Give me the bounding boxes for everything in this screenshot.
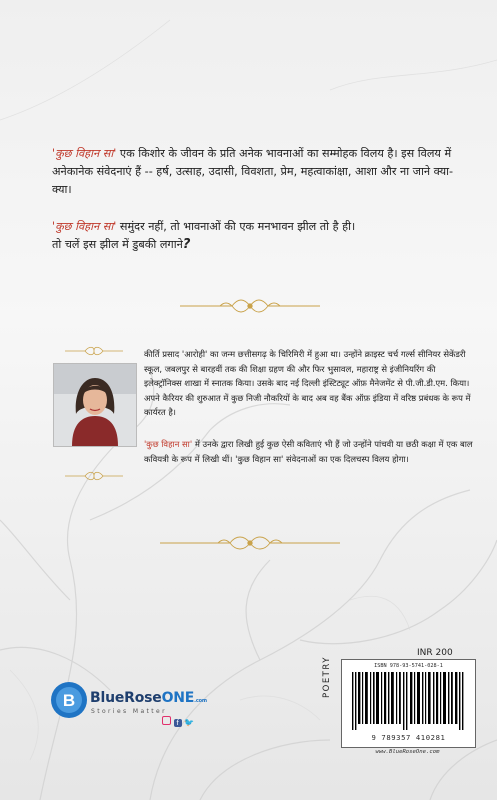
isbn-digits: 9 789357 410281: [371, 733, 446, 742]
publisher-tagline: Stories Matter: [91, 708, 168, 715]
social-icons: [162, 716, 194, 727]
publisher-name-main: BlueRose: [90, 690, 162, 706]
blurb-text: एक किशोर के जीवन के प्रति अनेक भावनाओं का सम्मोहक विलय है। इस विलय में अनेकानेक संवेदनाएं हैं -- हर्ष, उत्साह, उदासी, विवशता, प्रेम, महत्वाकांक्षा, आशा और ना जाने क्या-क्या।: [52, 147, 454, 196]
isbn-barcode: [341, 659, 476, 748]
blurb-paragraph-2: [52, 218, 472, 254]
book-title-inline: 'कुछ विहान सा': [144, 439, 193, 449]
isbn-text: ISBN 978-93-5741-028-1: [374, 663, 443, 669]
instagram-icon[interactable]: [162, 716, 171, 725]
blurb-text: समुंदर नहीं, तो भावनाओं की एक मनभावन झील तो है ही।: [116, 220, 356, 233]
barcode-bars: [352, 672, 465, 730]
blurb-paragraph-1: [52, 145, 472, 199]
publisher-name-one: ONE: [161, 690, 195, 706]
book-title-inline: 'कुछ विहान सा': [52, 220, 117, 233]
ornamental-divider: [160, 533, 340, 553]
publisher-name: [90, 690, 207, 706]
bluerose-logo-icon: [50, 681, 88, 719]
author-photo: [53, 363, 137, 447]
publisher-name-domain: .com: [194, 698, 207, 704]
book-title-inline: 'कुछ विहान सा': [235, 453, 284, 464]
facebook-icon[interactable]: f: [174, 719, 182, 727]
bio-text: संवेदनाओं का एक दिलचस्प विलय होगा।: [283, 453, 409, 464]
author-bio-paragraph-1: कीर्ति प्रसाद 'आरोही' का जन्म छत्तीसगढ़ के चिरिमिरी में हुआ था। उन्होंने क्राइस्ट चर्च गर्ल्स सीनियर सेकेंडरी स्कूल, जबलपुर से बारहवीं तक की शिक्षा ग्रहण की और फिर भुसावल, महाराष्ट्र से इंजीनियरिंग की इलेक्ट्रॉनिक्स शाखा में स्नातक किया। उसके बाद नई दिल्ली इंस्टिट्यूट ऑफ़ मैनेजमेंट से पी.जी.डी.एम. किया। अपने कैरियर की शुरुआत में कुछ निजी नौकरियों के बाद अब वह बैंक ऑफ़ इंडिया में वरिष्ठ प्रबंधक के रूप में कार्यरत है।: [144, 349, 471, 418]
svg-text:B: B: [62, 691, 76, 710]
small-ornament: [65, 346, 123, 356]
price-label: INR 200: [417, 648, 453, 658]
publisher-website[interactable]: www.BlueRoseOne.com: [375, 749, 440, 755]
category-label: POETRY: [322, 656, 332, 698]
author-bio-paragraph-2: [144, 437, 474, 466]
twitter-icon[interactable]: 🐦: [184, 718, 195, 727]
bio-text: में उनके द्वारा लिखी हुई कुछ ऐसी कविताएं भी हैं जो उन्होंने पांचवी या छठी कक्षा में एक बाल कवियत्री के रूप में लिखी थीं।: [144, 439, 473, 464]
book-title-inline: 'कुछ विहान सा': [52, 147, 117, 160]
small-ornament: [65, 471, 123, 481]
ornamental-divider: [180, 296, 320, 316]
blurb-text: तो चलें इस झील में डुबकी लगाने: [52, 238, 183, 251]
question-mark: ?: [182, 237, 191, 252]
